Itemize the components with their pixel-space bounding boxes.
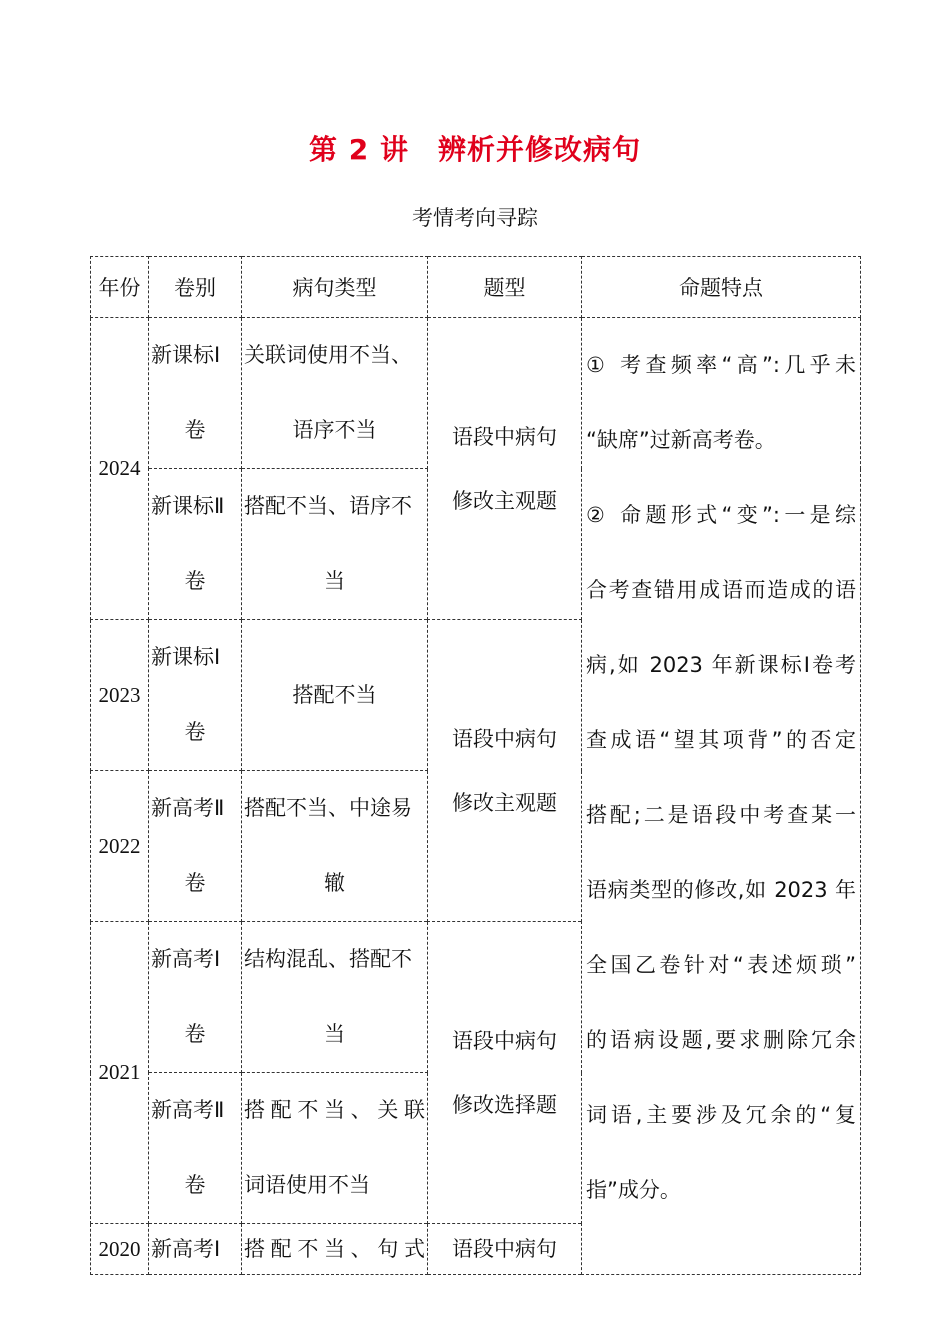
error-type-line: 当 [324,1022,345,1046]
error-type-cell [242,922,428,1073]
feature-line: 语病类型的修改,如 2023 年 [586,878,856,902]
volume-name: 新高考Ⅰ [151,947,221,971]
error-type-line: 关联词使用不当、 [244,343,412,367]
error-type-line: 搭配不当 [292,682,377,707]
error-type-line: 语序不当 [292,418,377,442]
volume-cell [149,469,242,620]
error-type-cell [242,318,428,469]
volume-name: 新高考Ⅱ [151,796,225,820]
section-subtitle: 考情考向寻踪 [412,206,538,230]
question-type-cell-2024 [428,318,582,620]
header-volume: 卷别 [149,257,242,318]
header-year: 年份 [91,257,149,318]
feature-line: ② 命题形式“变”:一是综 [586,503,856,527]
error-type-line: 搭配不当、句式 [244,1237,425,1261]
volume-cell [149,1073,242,1224]
year-cell-2022: 2022 [91,771,149,922]
feature-line: 病,如 2023 年新课标Ⅰ卷考 [586,653,856,677]
volume-name: 新高考Ⅱ [151,1098,225,1122]
question-type-line: 修改主观题 [452,790,557,815]
feature-line: “缺席”过新高考卷。 [586,428,776,452]
volume-cell [149,922,242,1073]
question-type-line: 修改选择题 [452,1092,557,1117]
volume-cell [149,771,242,922]
volume-name: 新课标Ⅰ [151,343,221,367]
feature-line: ① 考查频率“高”:几乎未 [586,353,856,377]
question-type-line: 修改主观题 [452,488,557,513]
error-type-cell [242,469,428,620]
error-type-cell [242,620,428,771]
header-features: 命题特点 [582,257,861,318]
question-type-line: 语段中病句 [452,726,557,751]
year-cell-2024: 2024 [91,318,149,620]
volume-name: 新高考Ⅰ [151,1237,221,1261]
error-type-line: 搭配不当、中途易 [244,796,412,820]
exam-trend-table [90,256,861,1275]
error-type-cell [242,771,428,922]
volume-suffix: 卷 [184,1173,206,1197]
year-cell-2023: 2023 [91,620,149,771]
volume-suffix: 卷 [184,871,206,895]
error-type-line: 词语使用不当 [244,1173,370,1197]
question-type-line: 语段中病句 [452,424,557,449]
feature-line: 查成语“望其项背”的否定 [586,728,856,752]
feature-line: 搭配;二是语段中考查某一 [586,803,856,827]
feature-line: 指”成分。 [586,1178,681,1202]
page-title: 第 2 讲 辨析并修改病句 [309,133,641,166]
error-type-line: 搭配不当、语序不 [244,494,412,518]
volume-cell [149,1224,242,1275]
feature-line: 合考查错用成语而造成的语 [586,578,856,602]
question-type-line: 语段中病句 [452,1028,557,1053]
feature-line: 词语,主要涉及冗余的“复 [586,1103,856,1127]
error-type-line: 结构混乱、搭配不 [244,947,412,971]
header-error-type: 病句类型 [242,257,428,318]
question-type-cell-2020 [428,1224,582,1275]
volume-cell [149,620,242,771]
header-question-type: 题型 [428,257,582,318]
volume-suffix: 卷 [184,569,206,593]
error-type-line: 搭配不当、关联 [244,1098,425,1122]
volume-cell [149,318,242,469]
volume-suffix: 卷 [184,1022,206,1046]
error-type-line: 辙 [324,871,345,895]
year-cell-2020: 2020 [91,1224,149,1275]
error-type-cell [242,1224,428,1275]
features-cell [582,318,861,1275]
table-row [91,318,861,469]
feature-line: 全国乙卷针对“表述烦琐” [586,953,856,977]
feature-line: 的语病设题,要求删除冗余 [586,1028,856,1052]
error-type-cell [242,1073,428,1224]
volume-name: 新课标Ⅱ [151,494,225,518]
volume-suffix: 卷 [184,720,206,744]
question-type-cell-2021 [428,922,582,1224]
question-type-line: 语段中病句 [452,1237,557,1261]
error-type-line: 当 [324,569,345,593]
volume-name: 新课标Ⅰ [151,645,221,669]
volume-suffix: 卷 [184,418,206,442]
table-header-row [91,257,861,318]
year-cell-2021: 2021 [91,922,149,1224]
question-type-cell-2023 [428,620,582,922]
